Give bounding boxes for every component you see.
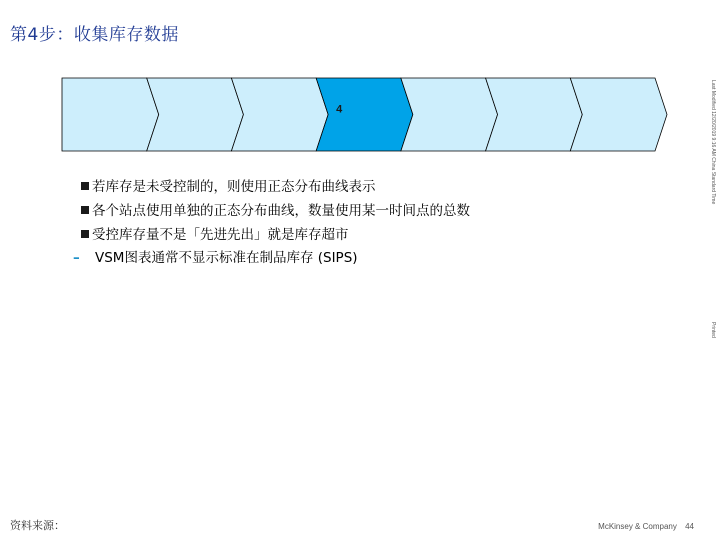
company-name: McKinsey & Company	[598, 522, 677, 531]
bullet-square-icon	[81, 182, 89, 190]
process-step-4	[316, 78, 413, 151]
page-title: 第4步：收集库存数据	[10, 25, 179, 45]
process-step-5	[401, 78, 498, 151]
bullet-text: 若库存是未受控制的，则使用正态分布曲线表示	[92, 179, 376, 195]
process-step-7	[570, 78, 667, 151]
process-step-3	[231, 78, 328, 151]
process-step-2	[147, 78, 244, 151]
process-step-label: 4	[336, 103, 343, 116]
sub-bullet-text: VSM图表通常不显示标准在制品库存 (SIPS)	[95, 250, 358, 266]
page-number: 44	[685, 522, 694, 531]
process-chevron-bar	[0, 0, 720, 160]
footer-branding	[592, 522, 694, 531]
source-label: 资料来源：	[10, 519, 65, 532]
process-step-1	[62, 78, 159, 151]
bullet-square-icon	[81, 206, 89, 214]
bullet-text: 受控库存量不是「先进先出」就是库存超市	[92, 227, 349, 243]
process-step-6	[486, 78, 583, 151]
printed-note: Printed	[710, 322, 716, 338]
dash-icon: –	[73, 250, 80, 266]
source-note	[10, 517, 65, 533]
bullet-square-icon	[81, 230, 89, 238]
last-modified-note: Last Modified 12/20/2019 9:16 AM China Standard Time	[710, 80, 716, 205]
bullet-text: 各个站点使用单独的正态分布曲线，数量使用某一时间点的总数	[92, 203, 470, 219]
